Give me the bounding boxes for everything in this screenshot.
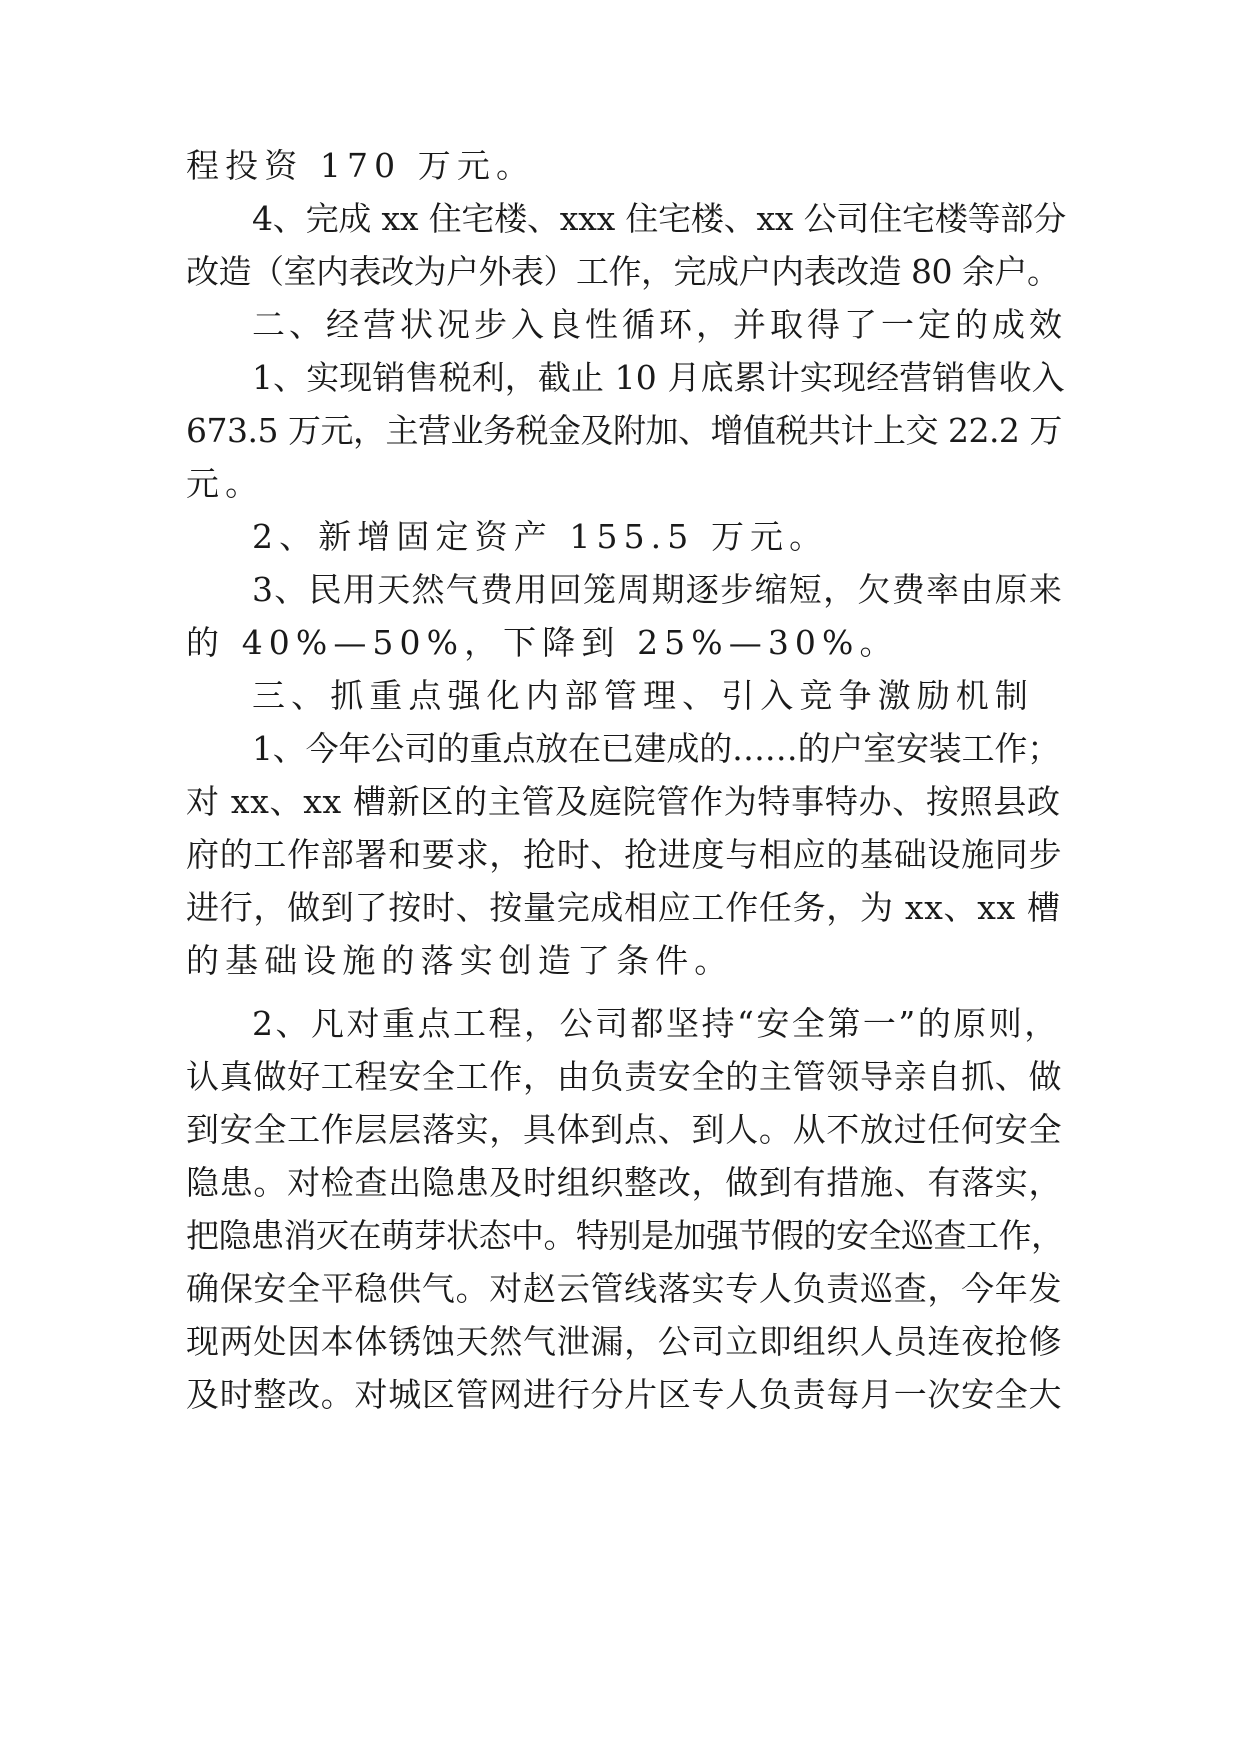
- text-line: 及时整改。对城区管网进行分片区专人负责每月一次安全大: [186, 1375, 1063, 1414]
- text-line: 进行，做到了按时、按量完成相应工作任务，为 xx、xx 槽: [186, 888, 1061, 927]
- text-line: 确保安全平稳供气。对赵云管线落实专人负责巡查，今年发: [186, 1269, 1063, 1308]
- text-line: 的基础设施的落实创造了条件。: [186, 941, 734, 980]
- text-line: 改造（室内表改为户外表）工作，完成户内表改造 80 余户。: [186, 252, 1060, 291]
- section-heading: 二、经营状况步入良性循环，并取得了一定的成效: [252, 305, 1066, 344]
- text-line: 把隐患消灭在萌芽状态中。特别是加强节假的安全巡查工作，: [186, 1216, 1064, 1255]
- text-line: 的 40%—50%，下降到 25%—30%。: [186, 623, 899, 662]
- text-line: 现两处因本体锈蚀天然气泄漏，公司立即组织人员连夜抢修: [186, 1322, 1063, 1361]
- text-line: 2、新增固定资产 155.5 万元。: [252, 517, 829, 556]
- text-line: 对 xx、xx 槽新区的主管及庭院管作为特事特办、按照县政: [186, 782, 1061, 821]
- text-line: 2、凡对重点工程，公司都坚持“安全第一”的原则，: [252, 1004, 1060, 1043]
- section-heading: 三、抓重点强化内部管理、引入竞争激励机制: [252, 676, 1034, 715]
- text-line: 府的工作部署和要求，抢时、抢进度与相应的基础设施同步: [186, 835, 1063, 874]
- text-line: 3、民用天然气费用回笼周期逐步缩短，欠费率由原来: [252, 570, 1064, 609]
- text-line: 673.5 万元，主营业务税金及附加、增值税共计上交 22.2 万: [186, 411, 1062, 450]
- text-line: 元。: [186, 464, 265, 503]
- text-line: 到安全工作层层落实，具体到点、到人。从不放过任何安全: [186, 1110, 1063, 1149]
- text-line: 1、今年公司的重点放在已建成的……的户室安装工作；: [252, 729, 1060, 768]
- text-line: 认真做好工程安全工作，由负责安全的主管领导亲自抓、做: [186, 1057, 1063, 1096]
- text-line: 1、实现销售税利，截止 10 月底累计实现经营销售收入: [252, 358, 1065, 397]
- text-line: 隐患。对检查出隐患及时组织整改，做到有措施、有落实，: [186, 1163, 1063, 1202]
- text-line: 程投资 170 万元。: [186, 146, 536, 185]
- text-line: 4、完成 xx 住宅楼、xxx 住宅楼、xx 公司住宅楼等部分: [252, 199, 1067, 238]
